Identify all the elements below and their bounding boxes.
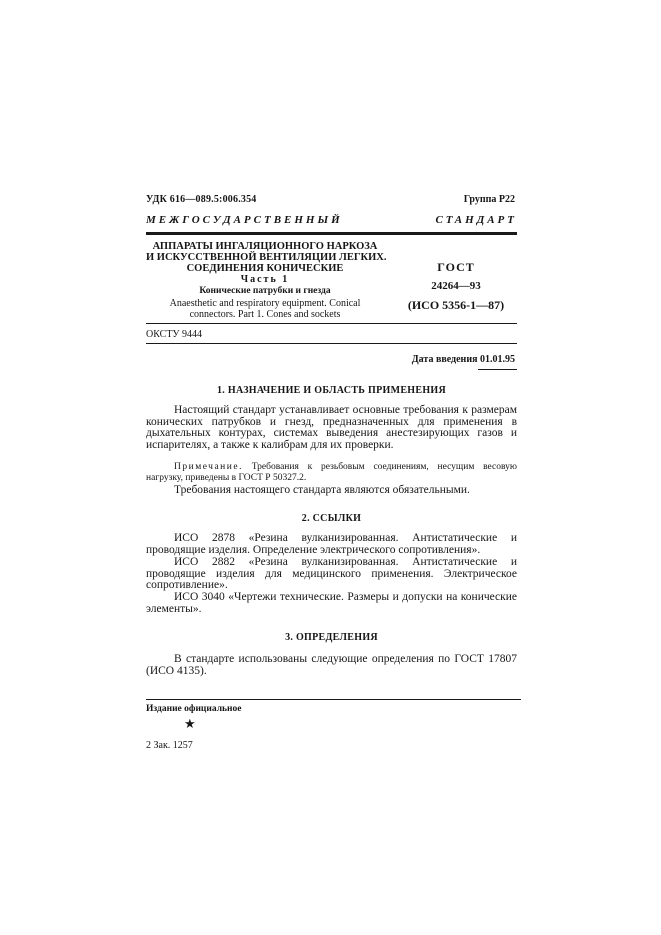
english-title-line-1: Anaesthetic and respiratory equipment. Conical	[169, 298, 361, 309]
title-line-2: И ИСКУССТВЕННОЙ ВЕНТИЛЯЦИИ ЛЕГКИХ.	[146, 252, 387, 263]
subtitle: Конические патрубки и гнезда	[199, 286, 331, 296]
title-line-1: АППАРАТЫ ИНГАЛЯЦИОННОГО НАРКОЗА	[152, 241, 378, 252]
section-3-heading: 3. ОПРЕДЕЛЕНИЯ	[285, 632, 378, 643]
mandatory-statement: Требования настоящего стандарта являются обязательными.	[174, 484, 470, 496]
section-1-note	[146, 462, 517, 484]
udk-code: УДК 616—089.5:006.354	[146, 194, 257, 205]
section-1-paragraph: Настоящий стандарт устанавливает основные требования к размерам конических патрубков и гнезд, предназначенных для применения в дыхательных контурах, системах выведения анестезирующих газов и испарителях, а также к калибрам для их проверки.	[146, 404, 517, 451]
gost-label: ГОСТ	[437, 260, 475, 274]
reference-iso-2882: ИСО 2882 «Резина вулканизированная. Антистатические и проводящие изделия для медицинского применения. Электрическое сопротивление».	[146, 556, 517, 592]
section-1-heading: 1. НАЗНАЧЕНИЕ И ОБЛАСТЬ ПРИМЕНЕНИЯ	[216, 385, 447, 396]
okstu-rule	[146, 323, 517, 324]
footer-rule	[146, 699, 521, 700]
top-rule	[146, 232, 517, 235]
group-code: Группа Р22	[463, 194, 515, 205]
okstu-code: ОКСТУ 9444	[146, 329, 203, 340]
title-line-3: СОЕДИНЕНИЯ КОНИЧЕСКИЕ	[186, 263, 344, 274]
middle-rule	[146, 343, 517, 344]
iso-equivalent: (ИСО 5356-1—87)	[407, 298, 505, 312]
reference-iso-2878: ИСО 2878 «Резина вулканизированная. Антистатические и проводящие изделия. Определение электрического сопротивления».	[146, 532, 517, 556]
note-label: Примечание.	[174, 462, 243, 472]
part-label: Часть 1	[240, 274, 290, 285]
gost-number: 24264—93	[431, 280, 481, 292]
standard-banner: МЕЖГОСУДАРСТВЕННЫЙ СТАНДАРТ	[146, 214, 517, 226]
date-underline	[478, 369, 517, 370]
official-edition: Издание официальное	[146, 704, 242, 714]
note-text: Требования к резьбовым соединениям, несущим весовую нагрузку, приведены в ГОСТ Р 50327.2.	[146, 462, 517, 483]
effective-date: Дата введения 01.01.95	[411, 354, 515, 365]
reference-iso-3040: ИСО 3040 «Чертежи технические. Размеры и допуски на конические элементы».	[146, 591, 517, 615]
star-icon: ★	[184, 716, 196, 731]
section-2-heading: 2. ССЫЛКИ	[301, 513, 362, 524]
section-3-paragraph: В стандарте использованы следующие определения по ГОСТ 17807 (ИСО 4135).	[146, 653, 517, 677]
order-number: 2 Зак. 1257	[146, 740, 193, 751]
english-title-line-2: connectors. Part 1. Cones and sockets	[189, 309, 341, 320]
